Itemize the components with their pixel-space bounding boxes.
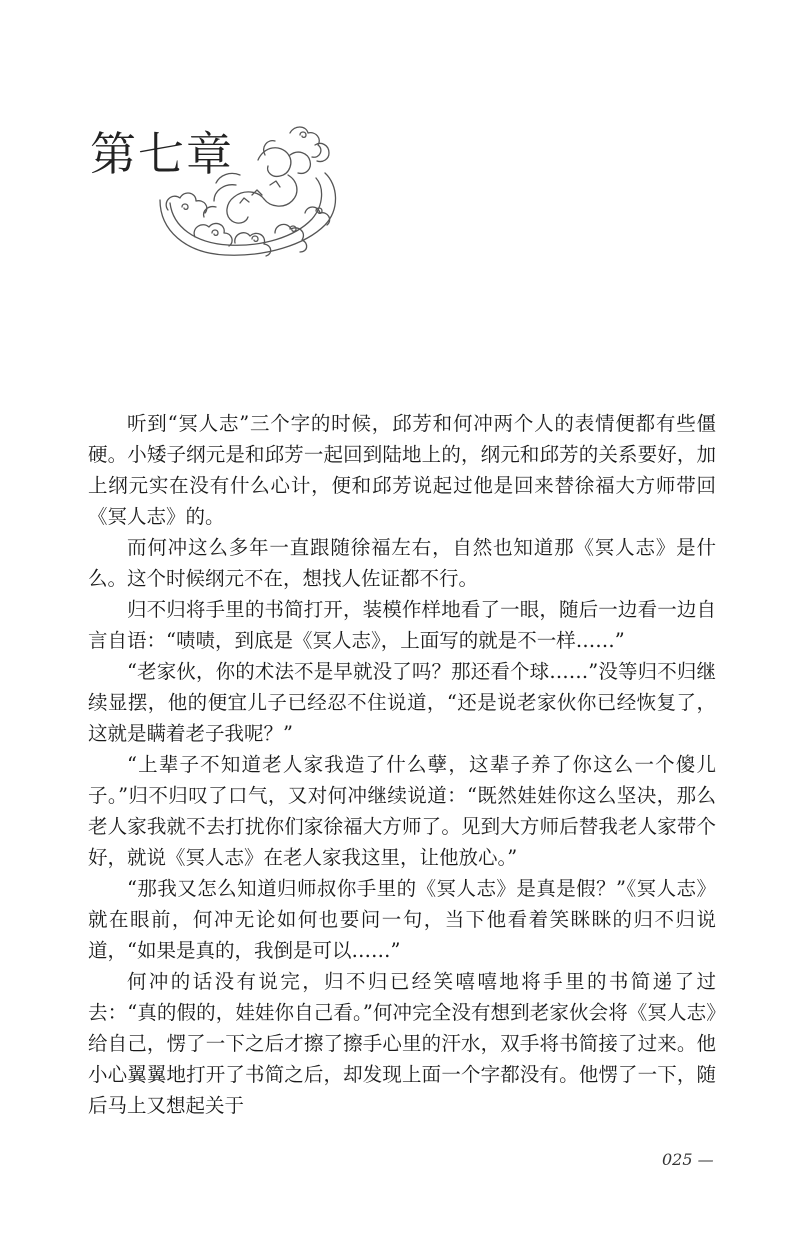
page-number: 025 — (662, 1150, 714, 1169)
paragraph: 听到“冥人志”三个字的时候，邱芳和何冲两个人的表情便都有些僵硬。小矮子纲元是和邱芳一起回到陆地上的，纲元和邱芳的关系要好，加上纲元实在没有什么心计，便和邱芳说起过他是回来替徐福大方师带回《冥人志》的。 (88, 412, 716, 528)
paragraph: 归不归将手里的书简打开，装模作样地看了一眼，随后一边看一边自言自语：“啧啧，到底是《冥人志》，上面写的就是不一样……” (88, 598, 716, 652)
paragraph: 而何冲这么多年一直跟随徐福左右，自然也知道那《冥人志》是什么。这个时候纲元不在，想找人佐证都不行。 (88, 536, 716, 590)
paragraph: “那我又怎么知道归师叔你手里的《冥人志》是真是假？”《冥人志》就在眼前，何冲无论如何也要问一句，当下他看着笑眯眯的归不归说道，“如果是真的，我倒是可以……” (88, 877, 716, 962)
paragraph: 何冲的话没有说完，归不归已经笑嘻嘻地将手里的书简递了过去：“真的假的，娃娃你自己看。”何冲完全没有想到老家伙会将《冥人志》给自己，愣了一下之后才擦了擦手心里的汗水，双手将书简接了过来。他小心翼翼地打开了书简之后，却发现上面一个字都没有。他愣了一下，随后马上又想起关于 (88, 970, 716, 1117)
paragraph: “老家伙，你的术法不是早就没了吗？那还看个球……”没等归不归继续显摆，他的便宜儿子已经忍不住说道，“还是说老家伙你已经恢复了，这就是瞒着老子我呢？” (88, 660, 716, 745)
chapter-title: 第七章 (90, 127, 234, 181)
chapter-body (88, 408, 716, 1121)
paragraph: “上辈子不知道老人家我造了什么孽，这辈子养了你这么一个傻儿子。”归不归叹了口气，又对何冲继续说道：“既然娃娃你这么坚决，那么老人家我就不去打扰你们家徐福大方师了。见到大方师后替我老人家带个好，就说《冥人志》在老人家我这里，让他放心。” (88, 753, 716, 869)
